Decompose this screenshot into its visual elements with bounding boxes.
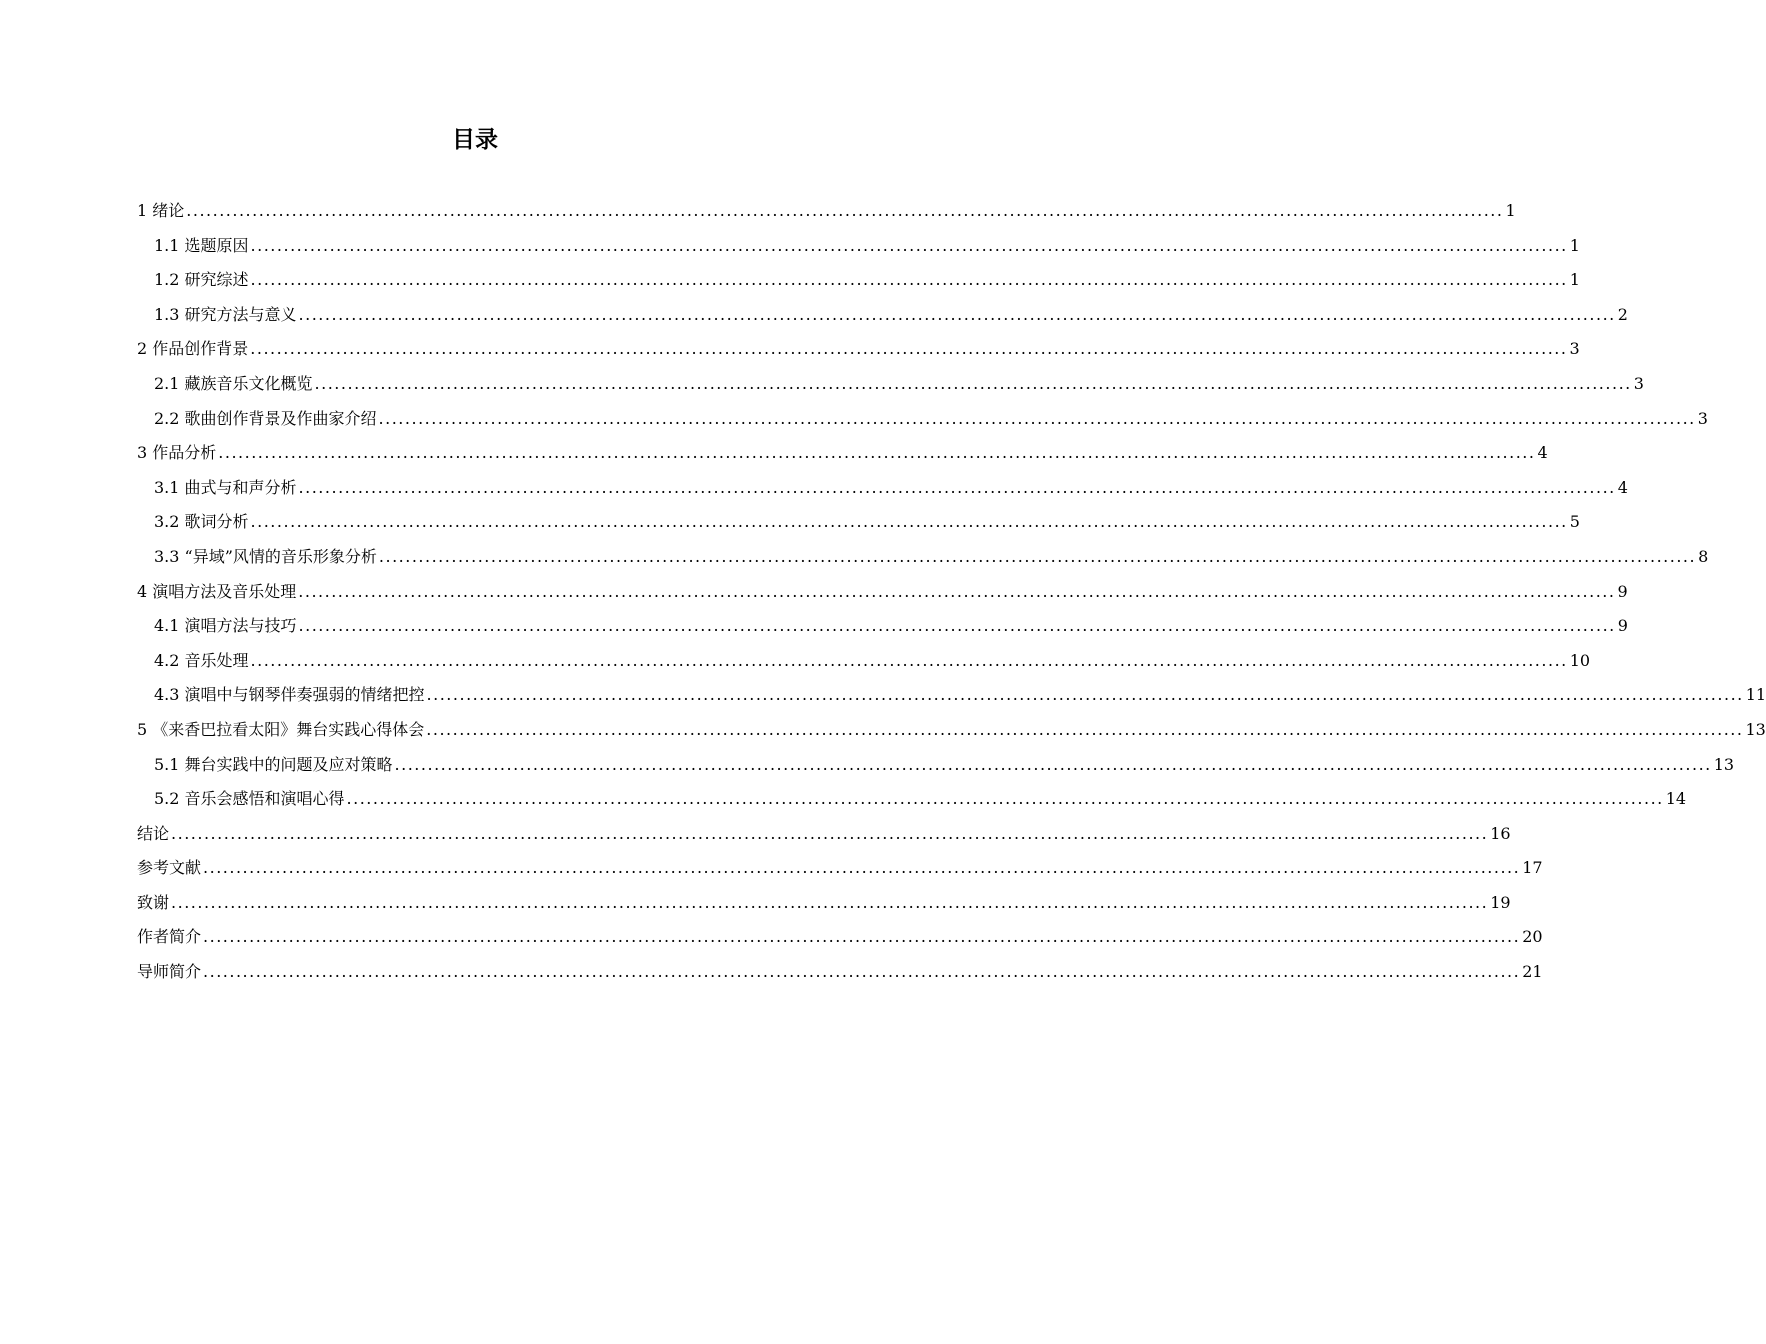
toc-entry[interactable] <box>137 920 1543 955</box>
toc-entry-label: 5.2 音乐会感悟和演唱心得 <box>154 789 345 809</box>
toc-dot-leader: ........................................................................................................................................................................................................ <box>426 685 1744 705</box>
toc-entry-page-number: 5 <box>1569 512 1580 532</box>
toc-entry[interactable] <box>137 782 1687 817</box>
toc-entry[interactable] <box>137 332 1580 367</box>
toc-entry-label: 3.2 歌词分析 <box>154 512 249 532</box>
toc-entry[interactable] <box>137 471 1628 506</box>
toc-entry-page-number: 3 <box>1633 373 1644 393</box>
toc-entry-label: 作者简介 <box>137 927 202 947</box>
toc-entry-page-number: 1 <box>1569 270 1580 290</box>
toc-entry[interactable] <box>137 540 1709 575</box>
toc-entry[interactable] <box>137 194 1516 229</box>
toc-entry-page-number: 10 <box>1569 650 1591 670</box>
toc-entry-page-number: 3 <box>1697 408 1708 428</box>
toc-entry[interactable] <box>137 817 1511 852</box>
toc-dot-leader: ........................................................................................................................................................................................................ <box>250 650 1568 670</box>
toc-entry-label: 1.1 选题原因 <box>154 235 249 255</box>
toc-entry[interactable] <box>137 402 1708 437</box>
toc-entry-label: 致谢 <box>137 892 170 912</box>
toc-dot-leader: ........................................................................................................................................................................................................ <box>298 304 1616 324</box>
toc-entry-label: 2.1 藏族音乐文化概览 <box>154 373 313 393</box>
toc-entry-label: 4.1 演唱方法与技巧 <box>154 616 297 636</box>
toc-entry-page-number: 17 <box>1522 858 1543 878</box>
toc-entry-label: 1.2 研究综述 <box>154 270 249 290</box>
toc-dot-leader: ........................................................................................................................................................................................................ <box>298 616 1616 636</box>
toc-dot-leader: ........................................................................................................................................................................................................ <box>298 477 1616 497</box>
toc-dot-leader: ........................................................................................................................................................................................................ <box>298 581 1616 601</box>
toc-entry-label: 5 《来香巴拉看太阳》舞台实践心得体会 <box>137 719 425 739</box>
toc-dot-leader: ........................................................................................................................................................................................................ <box>203 962 1521 982</box>
toc-entry[interactable] <box>137 229 1580 264</box>
toc-entry[interactable] <box>137 505 1580 540</box>
toc-entry-page-number: 14 <box>1665 789 1687 809</box>
toc-dot-leader: ........................................................................................................................................................................................................ <box>314 373 1632 393</box>
toc-entry[interactable] <box>137 298 1628 333</box>
toc-entry[interactable] <box>137 263 1580 298</box>
toc-entry-label: 3 作品分析 <box>137 443 217 463</box>
toc-dot-leader: ........................................................................................................................................................................................................ <box>218 443 1536 463</box>
toc-entry-label: 参考文献 <box>137 858 202 878</box>
toc-entry-page-number: 3 <box>1569 339 1580 359</box>
toc-entry[interactable] <box>137 851 1543 886</box>
toc-entry-label: 4.3 演唱中与钢琴伴奏强弱的情绪把控 <box>154 685 425 705</box>
toc-entry[interactable] <box>137 713 1766 748</box>
toc-entry-label: 1 绪论 <box>137 201 185 220</box>
page-title: 目录 <box>452 127 498 153</box>
toc-entry-label: 5.1 舞台实践中的问题及应对策略 <box>154 754 393 774</box>
toc-entry[interactable] <box>137 575 1628 610</box>
toc-entry-label: 3.3 “异域”风情的音乐形象分析 <box>154 546 377 566</box>
toc-entry[interactable] <box>137 644 1591 679</box>
toc-entry-page-number: 19 <box>1490 892 1511 912</box>
toc-entry-page-number: 1 <box>1569 235 1580 255</box>
toc-entry-label: 2.2 歌曲创作背景及作曲家介绍 <box>154 408 377 428</box>
toc-dot-leader: ........................................................................................................................................................................................................ <box>426 719 1744 739</box>
toc-entry-page-number: 4 <box>1617 477 1628 497</box>
toc-entry-page-number: 13 <box>1713 754 1735 774</box>
toc-dot-leader: ........................................................................................................................................................................................................ <box>203 858 1521 878</box>
toc-dot-leader: ........................................................................................................................................................................................................ <box>186 201 1504 220</box>
toc-entry[interactable] <box>137 955 1543 990</box>
toc-entry-label: 1.3 研究方法与意义 <box>154 304 297 324</box>
toc-entry-page-number: 20 <box>1522 927 1543 947</box>
toc-entry[interactable] <box>137 367 1644 402</box>
toc-entry-label: 3.1 曲式与和声分析 <box>154 477 297 497</box>
toc-entry[interactable] <box>137 609 1628 644</box>
toc-entry-page-number: 16 <box>1490 823 1511 843</box>
toc-entry[interactable] <box>137 436 1548 471</box>
toc-entry-label: 结论 <box>137 823 170 843</box>
toc-entry-page-number: 1 <box>1505 201 1516 220</box>
toc-dot-leader: ........................................................................................................................................................................................................ <box>378 408 1696 428</box>
toc-dot-leader: ........................................................................................................................................................................................................ <box>250 339 1568 359</box>
toc-entry-page-number: 9 <box>1617 581 1628 601</box>
toc-entry-page-number: 2 <box>1617 304 1628 324</box>
toc-dot-leader: ........................................................................................................................................................................................................ <box>250 235 1568 255</box>
toc-entry-label: 4 演唱方法及音乐处理 <box>137 581 297 601</box>
toc-entry-label: 4.2 音乐处理 <box>154 650 249 670</box>
toc-entry-page-number: 13 <box>1745 719 1766 739</box>
toc-dot-leader: ........................................................................................................................................................................................................ <box>346 789 1664 809</box>
toc-entry[interactable] <box>137 678 1766 713</box>
toc-entry-page-number: 4 <box>1537 443 1548 463</box>
toc-entry-label: 导师简介 <box>137 962 202 982</box>
toc-dot-leader: ........................................................................................................................................................................................................ <box>203 927 1521 947</box>
toc-entry-label: 2 作品创作背景 <box>137 339 249 359</box>
toc-entry-page-number: 8 <box>1698 546 1709 566</box>
toc-entry-page-number: 11 <box>1745 685 1766 705</box>
toc-entry[interactable] <box>137 886 1511 921</box>
toc-dot-leader: ........................................................................................................................................................................................................ <box>250 270 1568 290</box>
toc-dot-leader: ........................................................................................................................................................................................................ <box>171 823 1489 843</box>
toc-dot-leader: ........................................................................................................................................................................................................ <box>171 892 1489 912</box>
toc-entry[interactable] <box>137 748 1735 783</box>
toc-dot-leader: ........................................................................................................................................................................................................ <box>394 754 1712 774</box>
toc-dot-leader: ........................................................................................................................................................................................................ <box>378 546 1697 566</box>
toc-entry-page-number: 9 <box>1617 616 1628 636</box>
table-of-contents <box>137 194 1766 990</box>
toc-entry-page-number: 21 <box>1522 962 1543 982</box>
toc-dot-leader: ........................................................................................................................................................................................................ <box>250 512 1568 532</box>
